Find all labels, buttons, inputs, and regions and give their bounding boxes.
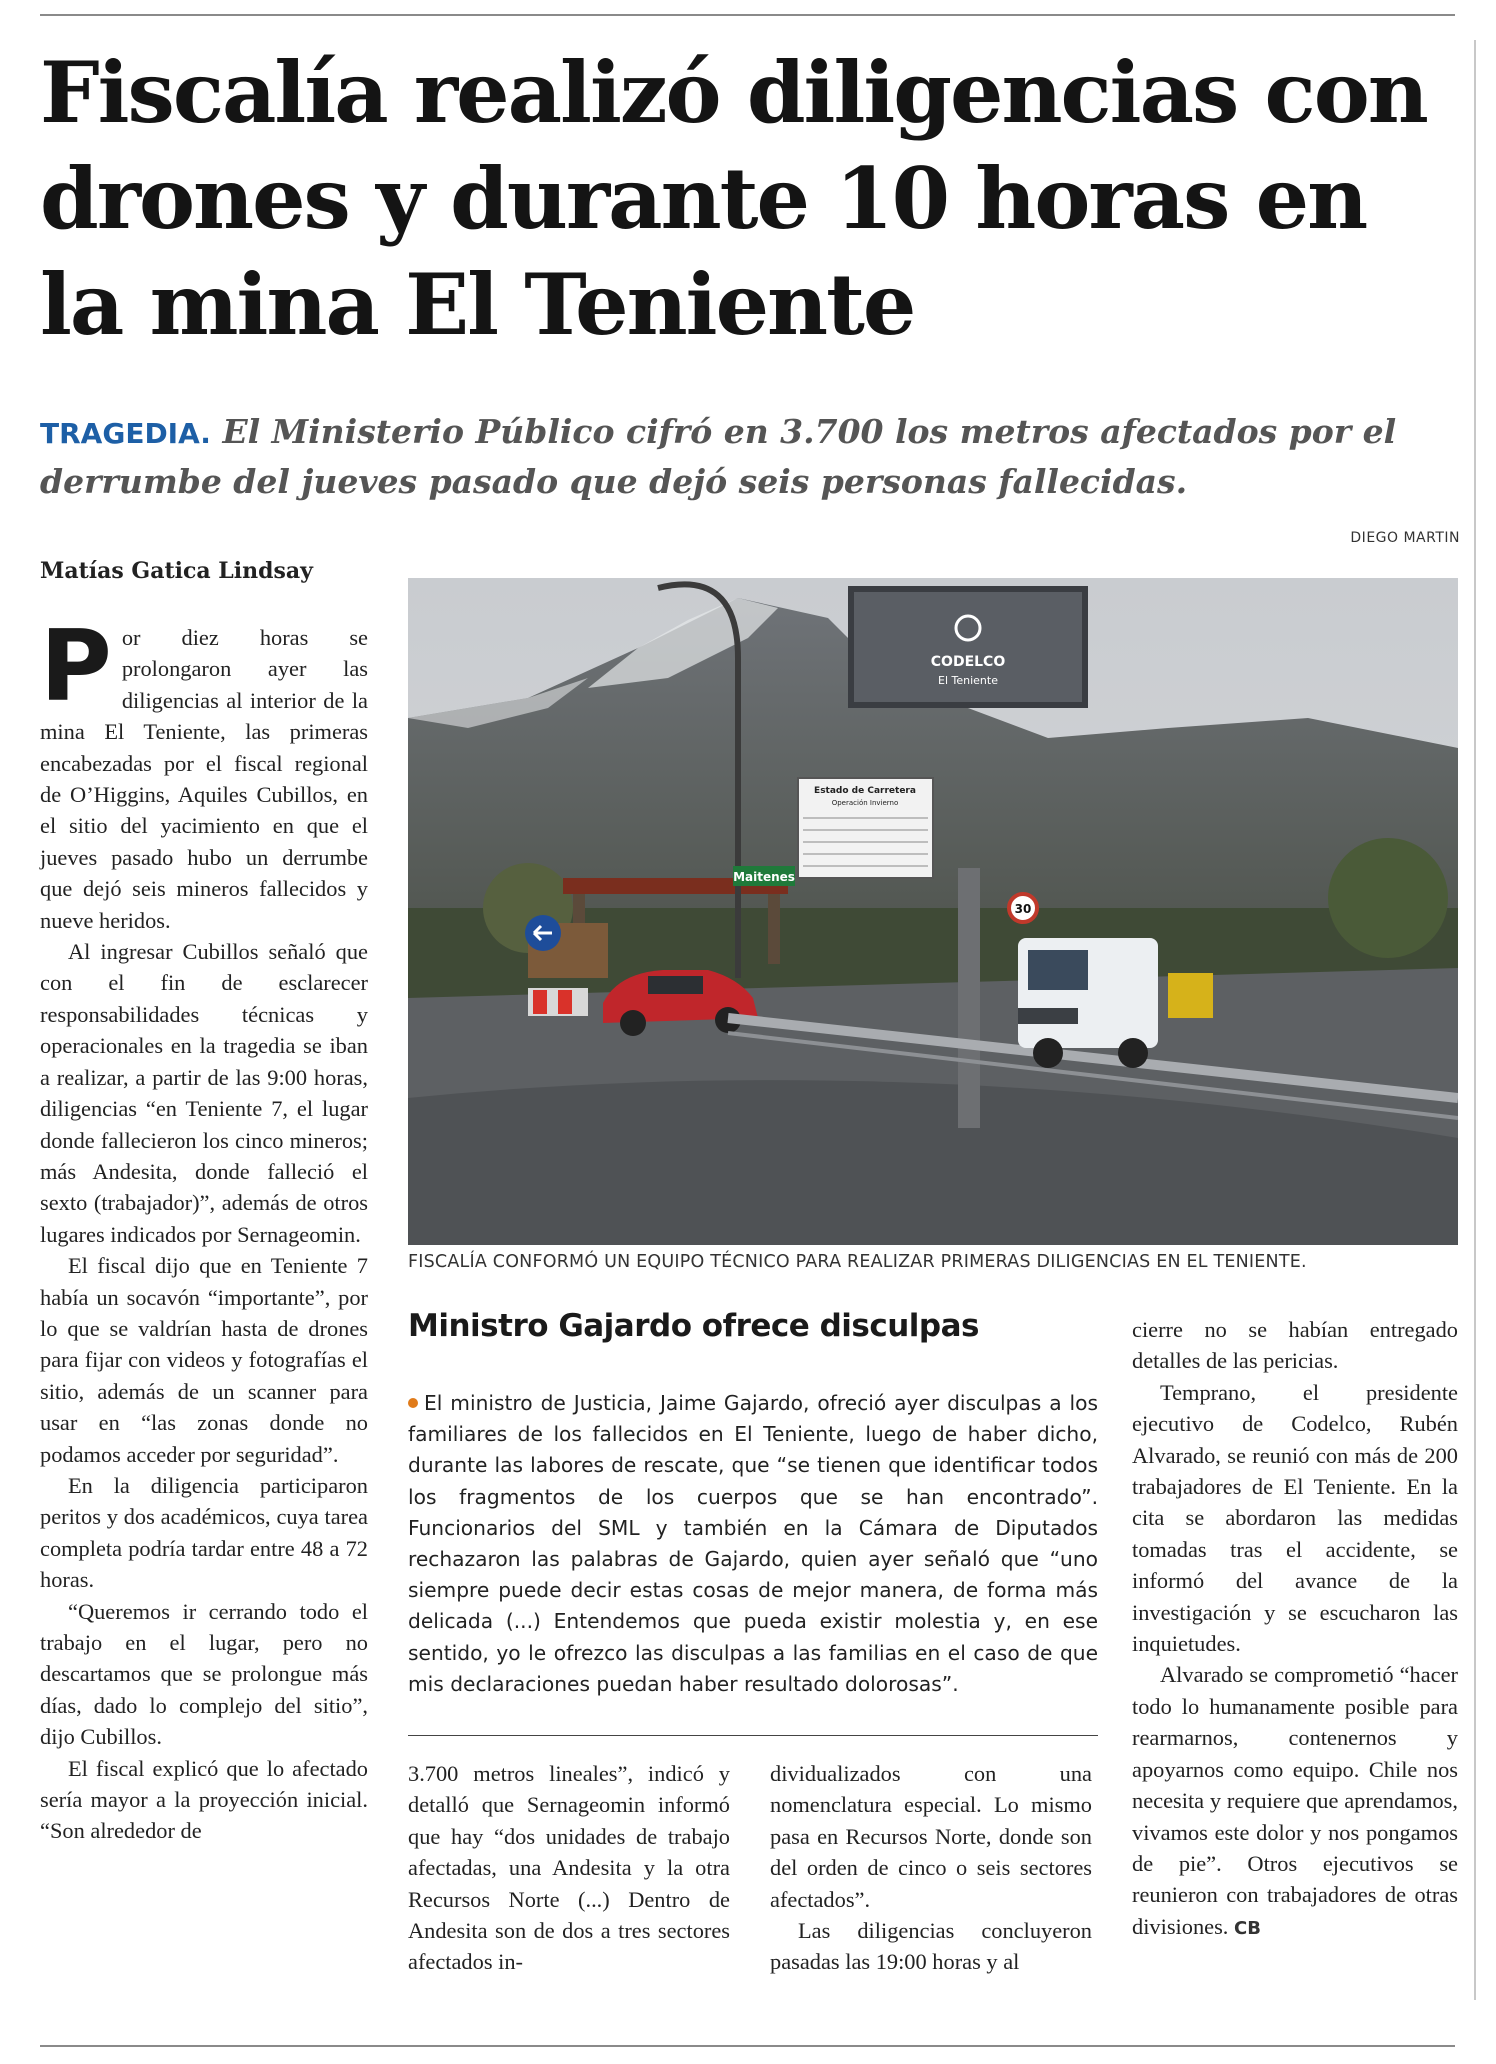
headline: Fiscalía realizó diligencias con drones y durante 10 horas en la mina El Teniente xyxy=(40,43,1427,354)
sidebar-box-text: El ministro de Justicia, Jaime Gajardo, ofreció ayer disculpas a los familiares de los fallecidos en El Teniente, luego de haber dicho, durante las labores de rescate, que “se tienen que identificar todos los fragmentos de los cuerpos que se han encontrado”. Funcionarios del SML y también en la Cámara de Diputados rechazaron las palabras de Gajardo, quien ayer señaló que “uno siempre puede decir estas cosas de mejor manera, de forma más delicada (...) Entendemos que pueda existir molestia y, en ese sentido, yo le ofrezco las disculpas a las familias en el caso de que mis declaraciones puedan haber resultado dolorosas”. xyxy=(408,1391,1098,1696)
article-column-1 xyxy=(40,610,368,1847)
board-sub: Operación Invierno xyxy=(831,799,899,807)
photo-illustration xyxy=(408,578,1458,1245)
paragraph: Las diligencias concluyeron pasadas las 19:00 horas y al xyxy=(770,1918,1092,1975)
end-mark: CB xyxy=(1234,1917,1261,1939)
article-column-2 xyxy=(408,1758,730,1978)
paragraph: dividualizados con una nomenclatura especial. Lo mismo pasa en Recursos Norte, donde son del orden de cinco o seis sectores afectados”. xyxy=(770,1761,1092,1912)
paragraph: El fiscal explicó que lo afectado sería mayor a la proyección inicial. “Son alrededor de xyxy=(40,1755,368,1844)
paragraph: “Queremos ir cerrando todo el trabajo en el lugar, pero no descartamos que se prolongue más días, dado lo complejo del sitio”, dijo Cubillos. xyxy=(40,1598,368,1750)
paragraph: Temprano, el presidente ejecutivo de Codelco, Rubén Alvarado, se reunió con más de 200 trabajadores de El Teniente. En la cita se abordaron las medidas tomadas tras el accidente, se informó del avance de la investigación y se escucharon las inquietudes. xyxy=(1132,1379,1458,1657)
paragraph: 3.700 metros lineales”, indicó y detalló que Sernageomin informó que hay “dos unidades de trabajo afectadas, una Andesita y la otra Recursos Norte (...) Dentro de Andesita son de dos a tres sectores afectados in- xyxy=(408,1761,730,1975)
subheadline-text: El Ministerio Público cifró en 3.700 los metros afectados por el derrumbe del jueves pasado que dejó seis personas fallecidas. xyxy=(40,412,1397,501)
paragraph: En la diligencia participaron peritos y dos académicos, cuya tarea completa podría tardar entre 48 a 72 horas. xyxy=(40,1472,368,1593)
billboard-brand: CODELCO xyxy=(930,654,1006,670)
board-title: Estado de Carretera xyxy=(814,786,916,796)
article-column-3 xyxy=(770,1758,1092,1978)
paragraph: El fiscal dijo que en Teniente 7 había un socavón “importante”, por lo que se valdrían hasta de drones para fijar con videos y fotografías el sitio, además de un scanner para usar en “las zonas donde no podamos acceder por seguridad”. xyxy=(40,1253,368,1467)
photo-caption: FISCALÍA CONFORMÓ UN EQUIPO TÉCNICO PARA REALIZAR PRIMERAS DILIGENCIAS EN EL TENIENTE. xyxy=(408,1252,1307,1272)
sidebar-box-rule xyxy=(408,1735,1098,1736)
drop-cap: P xyxy=(40,610,112,724)
paragraph: cierre no se habían entregado detalles de las pericias. xyxy=(1132,1317,1458,1374)
billboard-sub: El Teniente xyxy=(938,674,998,687)
article-photo xyxy=(408,578,1458,1245)
adjacent-column-edge xyxy=(1474,40,1476,2000)
article-column-4 xyxy=(1132,1314,1458,1944)
paragraph: Al ingresar Cubillos señaló que con el fin de esclarecer responsabilidades técnicas y operacionales en la tragedia se iban a realizar, a partir de las 9:00 horas, diligencias “en Teniente 7, el lugar donde fallecieron los cinco mineros; más Andesita, donde falleció el sexto (trabajador)”, además de otros lugares indicados por Sernageomin. xyxy=(40,939,368,1247)
bottom-rule xyxy=(40,2045,1455,2047)
top-rule xyxy=(40,14,1455,16)
byline: Matías Gatica Lindsay xyxy=(40,558,313,584)
bullet-icon xyxy=(408,1398,418,1408)
speed-sign: 30 xyxy=(1014,902,1032,916)
paragraph: Por diez horas se prolongaron ayer las diligencias al interior de la mina El Teniente, las primeras encabezadas por el fiscal regional de O’Higgins, Aquiles Cubillos, en el sitio del yacimiento en que el jueves pasado hubo un derrumbe que dejó seis mineros fallecidos y nueve heridos. xyxy=(40,610,368,933)
paragraph: Alvarado se comprometió “hacer todo lo humanamente posible para rearmarnos, contenernos y apoyarnos como equipo. Chile nos necesita y requiere que aprendamos, vivamos este dolor y nos pongamos de pie”. Otros ejecutivos se reunieron con trabajadores de otras divisiones. CB xyxy=(1132,1662,1458,1939)
sidebar-box-title: Ministro Gajardo ofrece disculpas xyxy=(408,1308,979,1344)
section-tag: TRAGEDIA. xyxy=(40,417,211,450)
photo-credit: DIEGO MARTIN xyxy=(1350,530,1460,546)
subheadline xyxy=(40,408,1440,506)
road-sign-maitenes: Maitenes xyxy=(733,870,795,884)
